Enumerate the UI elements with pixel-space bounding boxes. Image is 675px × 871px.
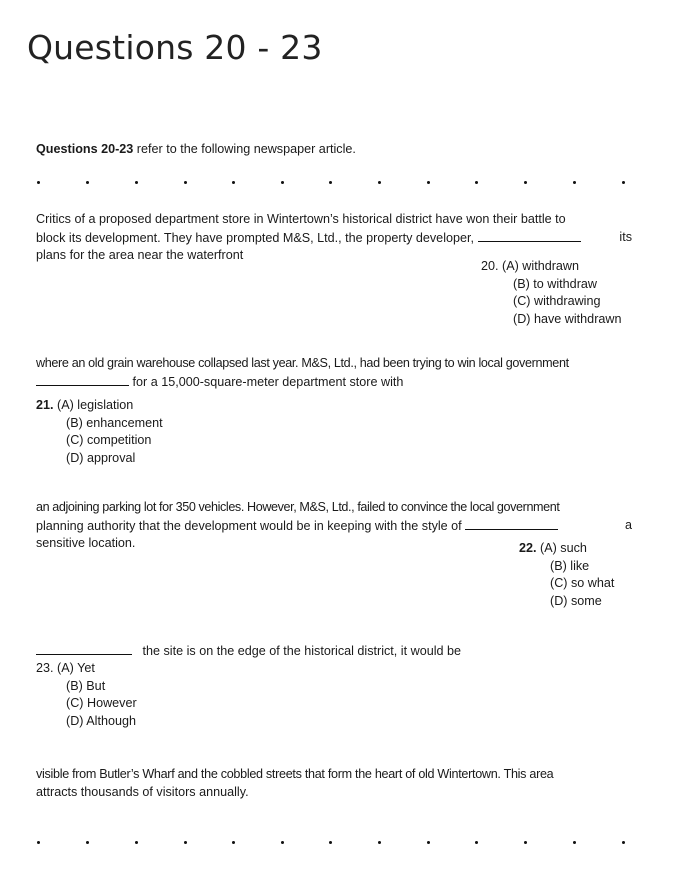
question-22-option-c[interactable]: (C) so what xyxy=(550,576,615,590)
paragraph-2-line-1: where an old grain warehouse collapsed last year. M&S, Ltd., had been trying to win local government xyxy=(36,356,569,370)
intro-text: refer to the following newspaper article. xyxy=(133,142,356,156)
paragraph-3-line-2: planning authority that the development would be in keeping with the style of a xyxy=(36,517,632,533)
question-23-option-c[interactable]: (C) However xyxy=(66,696,137,710)
question-21 xyxy=(36,397,163,467)
paragraph-5 xyxy=(36,766,632,801)
question-21-option-b[interactable]: (B) enhancement xyxy=(66,415,163,430)
dot-separator-top xyxy=(33,178,633,188)
paragraph-4 xyxy=(36,642,632,661)
question-22-option-d[interactable]: (D) some xyxy=(550,593,602,608)
blank-22 xyxy=(465,517,558,530)
question-20-option-d[interactable]: (D) have withdrawn xyxy=(513,311,622,326)
question-22-option-b[interactable]: (B) like xyxy=(550,558,590,573)
question-20-option-b[interactable]: (B) to withdraw xyxy=(513,276,597,291)
intro-line xyxy=(36,141,356,159)
paragraph-1-line-2: block its development. They have prompted M&S, Ltd., the property developer, its xyxy=(36,229,632,245)
paragraph-3-line-1: an adjoining parking lot for 350 vehicles. However, M&S, Ltd., failed to convince the local government xyxy=(36,500,560,514)
question-21-number: 21. xyxy=(36,398,54,412)
paragraph-4-line-1: the site is on the edge of the historical district, it would be xyxy=(36,642,632,661)
question-20-option-a[interactable]: (A) withdrawn xyxy=(502,259,579,273)
question-22-option-a[interactable]: (A) such xyxy=(540,541,587,555)
paragraph-2-line-2: for a 15,000-square-meter department store with xyxy=(36,373,632,392)
paragraph-1-line-1: Critics of a proposed department store in Wintertown’s historical district have won their battle to xyxy=(36,212,566,226)
blank-20 xyxy=(478,229,581,242)
question-21-option-a[interactable]: (A) legislation xyxy=(57,398,134,412)
question-22-number: 22. xyxy=(519,541,537,555)
paragraph-5-line-1: visible from Butler’s Wharf and the cobbled streets that form the heart of old Wintertown. This area xyxy=(36,767,554,781)
intro-bold: Questions 20-23 xyxy=(36,142,134,156)
question-22 xyxy=(519,540,614,610)
question-23 xyxy=(36,660,137,730)
question-20-number: 20. xyxy=(481,259,499,273)
blank-23 xyxy=(36,642,132,655)
question-23-option-b[interactable]: (B) But xyxy=(66,678,106,693)
paragraph-3-line-3: sensitive location. xyxy=(36,536,136,550)
question-20 xyxy=(481,258,622,328)
paragraph-5-line-2: attracts thousands of visitors annually. xyxy=(36,784,249,799)
question-23-number: 23. xyxy=(36,661,54,675)
question-23-option-d[interactable]: (D) Although xyxy=(66,713,137,728)
page-title: Questions 20 - 23 xyxy=(27,28,323,67)
question-20-option-c[interactable]: (C) withdrawing xyxy=(513,294,601,308)
dot-separator-bottom xyxy=(33,838,633,848)
question-21-option-d[interactable]: (D) approval xyxy=(66,450,136,465)
question-21-option-c[interactable]: (C) competition xyxy=(66,433,152,447)
paragraph-1 xyxy=(36,211,632,265)
paragraph-1-line-3: plans for the area near the waterfront xyxy=(36,248,244,262)
blank-21 xyxy=(36,373,129,386)
paragraph-2 xyxy=(36,355,632,391)
question-23-option-a[interactable]: (A) Yet xyxy=(57,661,95,675)
